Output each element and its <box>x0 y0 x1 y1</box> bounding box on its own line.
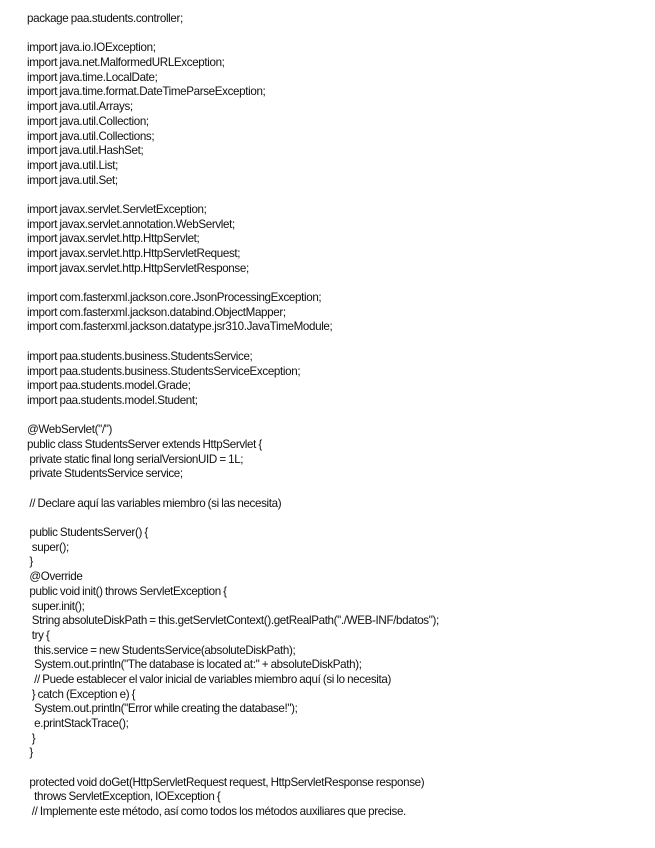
blank-line <box>27 482 647 497</box>
blank-line <box>27 409 647 424</box>
blank-line <box>27 511 647 526</box>
code-line: import paa.students.model.Grade; <box>27 379 191 393</box>
code-line: import java.util.HashSet; <box>27 144 144 158</box>
code-line: @WebServlet("/") <box>27 423 113 437</box>
code-line: e.printStackTrace(); <box>27 717 129 730</box>
code-line: super(); <box>27 540 69 554</box>
code-line: import javax.servlet.http.HttpServlet; <box>27 232 200 246</box>
source-code-block <box>27 12 647 820</box>
code-line: System.out.println("The database is located at:" + absoluteDiskPath); <box>27 658 362 672</box>
code-line: super.init(); <box>27 599 85 613</box>
code-line: this.service = new StudentsService(absoluteDiskPath); <box>27 643 296 657</box>
code-line: // Declare aquí las variables miembro (si las necesita) <box>27 496 282 510</box>
code-line: import javax.servlet.http.HttpServletResponse; <box>27 261 249 275</box>
code-line: import paa.students.model.Student; <box>27 393 198 407</box>
code-line: import javax.servlet.ServletException; <box>27 202 207 216</box>
code-line: import java.io.IOException; <box>27 41 156 55</box>
code-line: import com.fasterxml.jackson.datatype.jsr310.JavaTimeModule; <box>27 320 333 334</box>
code-line: String absoluteDiskPath = this.getServletContext().getRealPath("./WEB-INF/bdatos"); <box>27 614 439 628</box>
code-line: import java.util.Collections; <box>27 129 155 143</box>
code-line: } <box>27 555 33 569</box>
code-line: private StudentsService service; <box>27 467 183 481</box>
code-line: try { <box>27 628 50 642</box>
blank-line <box>27 27 647 42</box>
code-line: import javax.servlet.http.HttpServletRequest; <box>27 247 241 260</box>
code-line: import java.util.List; <box>27 158 119 172</box>
code-line: System.out.println("Error while creating the database!"); <box>27 702 298 716</box>
code-line: import java.util.Arrays; <box>27 100 133 114</box>
code-line: import java.time.format.DateTimeParseException; <box>27 85 266 99</box>
code-line: import javax.servlet.annotation.WebServlet; <box>27 217 235 231</box>
code-line: private static final long serialVersionUID = 1L; <box>27 452 244 466</box>
code-line: // Puede establecer el valor inicial de variables miembro aquí (si lo necesita) <box>27 672 391 686</box>
code-line: import com.fasterxml.jackson.core.JsonProcessingException; <box>27 291 322 305</box>
code-line: public StudentsServer() { <box>27 526 148 540</box>
code-line: import java.util.Collection; <box>27 114 149 128</box>
code-line: protected void doGet(HttpServletRequest request, HttpServletResponse response) <box>27 775 425 789</box>
code-line: import java.time.LocalDate; <box>27 70 158 84</box>
code-line: public class StudentsServer extends HttpServlet { <box>27 437 262 451</box>
code-line: import java.util.Set; <box>27 173 118 187</box>
code-line: } catch (Exception e) { <box>27 687 136 701</box>
code-line: @Override <box>27 570 83 584</box>
code-line: // Implemente este método, así como todos los métodos auxiliares que precise. <box>27 805 406 819</box>
code-line: import java.net.MalformedURLException; <box>27 56 225 70</box>
blank-line <box>27 276 647 291</box>
code-line: import com.fasterxml.jackson.databind.ObjectMapper; <box>27 305 286 319</box>
blank-line <box>27 188 647 203</box>
code-line: } <box>27 731 36 745</box>
code-line: package paa.students.controller; <box>27 12 183 25</box>
code-line: throws ServletException, IOException { <box>27 790 221 804</box>
code-line: import paa.students.business.StudentsServiceException; <box>27 364 301 378</box>
code-line: } <box>27 746 33 760</box>
blank-line <box>27 335 647 350</box>
blank-line <box>27 761 647 776</box>
code-line: import paa.students.business.StudentsService; <box>27 349 253 363</box>
code-line: public void init() throws ServletException { <box>27 584 227 598</box>
